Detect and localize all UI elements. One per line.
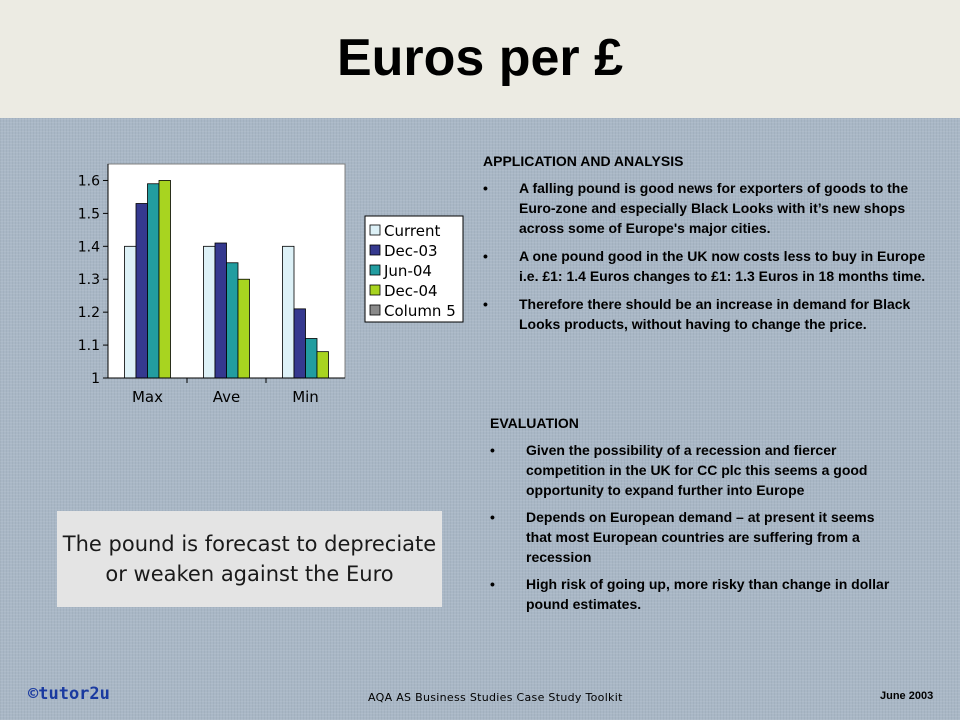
analysis-heading: APPLICATION AND ANALYSIS: [483, 153, 684, 169]
bar-current: [283, 246, 295, 378]
bar-dec-03: [294, 309, 306, 378]
footer-date: June 2003: [880, 690, 934, 702]
y-tick-label: 1.3: [77, 272, 100, 289]
analysis-bullet-list: [483, 178, 938, 342]
y-tick-label: 1: [91, 371, 100, 387]
analysis-bullet: • A one pound good in the UK now costs less to buy in Europe i.e. £1: 1.4 Euros changes to £1: 1.3 Euros in 18 months time.: [483, 246, 938, 286]
legend-label: Dec-03: [384, 242, 438, 260]
slide-title: Euros per £: [336, 29, 624, 87]
evaluation-bullet: • Given the possibility of a recession and fiercer competition in the UK for CC plc this seems a good opportunity to expand further into Europe: [490, 440, 900, 500]
bar-jun-04: [148, 184, 160, 378]
legend-label: Current: [384, 222, 441, 240]
bar-dec-04: [159, 180, 171, 378]
title-bar: [0, 0, 960, 118]
bar-dec-03: [136, 204, 148, 378]
analysis-bullet: • Therefore there should be an increase in demand for Black Looks products, without having to change the price.: [483, 294, 938, 334]
y-tick-label: 1.2: [77, 305, 100, 322]
evaluation-bullet-list: [490, 440, 900, 621]
bar-dec-04: [317, 352, 329, 378]
chart-bars: [108, 164, 345, 378]
x-tick-label: Min: [292, 388, 319, 406]
footer-toolkit-label: AQA AS Business Studies Case Study Toolkit: [368, 691, 623, 704]
y-tick-label: 1.4: [77, 239, 100, 256]
legend-swatch: [370, 245, 380, 255]
legend-swatch: [370, 225, 380, 235]
analysis-bullet: • A falling pound is good news for exporters of goods to the Euro-zone and especially Black Looks with it’s new shops across some of Europe's major cities.: [483, 178, 938, 238]
legend-label: Column 5: [384, 302, 456, 320]
bar-dec-03: [215, 243, 227, 378]
legend-label: Jun-04: [384, 262, 432, 280]
y-tick-label: 1.6: [77, 173, 100, 190]
forecast-callout: [57, 511, 442, 607]
legend-label: Dec-04: [384, 282, 438, 300]
y-tick-label: 1.5: [77, 206, 100, 223]
legend-swatch: [370, 285, 380, 295]
bar-dec-04: [238, 279, 250, 378]
bar-current: [204, 246, 216, 378]
legend-swatch: [370, 265, 380, 275]
evaluation-bullet: • Depends on European demand – at present it seems that most European countries are suffering from a recession: [490, 507, 900, 567]
forecast-callout-text: The pound is forecast to depreciate or weaken against the Euro: [62, 532, 437, 586]
y-tick-label: 1.1: [77, 338, 100, 355]
bar-jun-04: [306, 338, 318, 378]
evaluation-heading: EVALUATION: [490, 415, 579, 431]
bar-jun-04: [227, 263, 239, 378]
x-tick-label: Max: [131, 388, 164, 406]
euros-per-pound-chart: [60, 150, 470, 415]
chart-legend: [365, 216, 463, 322]
x-tick-label: Ave: [212, 388, 241, 406]
bar-current: [125, 246, 137, 378]
legend-swatch: [370, 305, 380, 315]
evaluation-bullet: • High risk of going up, more risky than change in dollar pound estimates.: [490, 574, 900, 614]
footer-brand: ©tutor2u: [28, 684, 110, 704]
